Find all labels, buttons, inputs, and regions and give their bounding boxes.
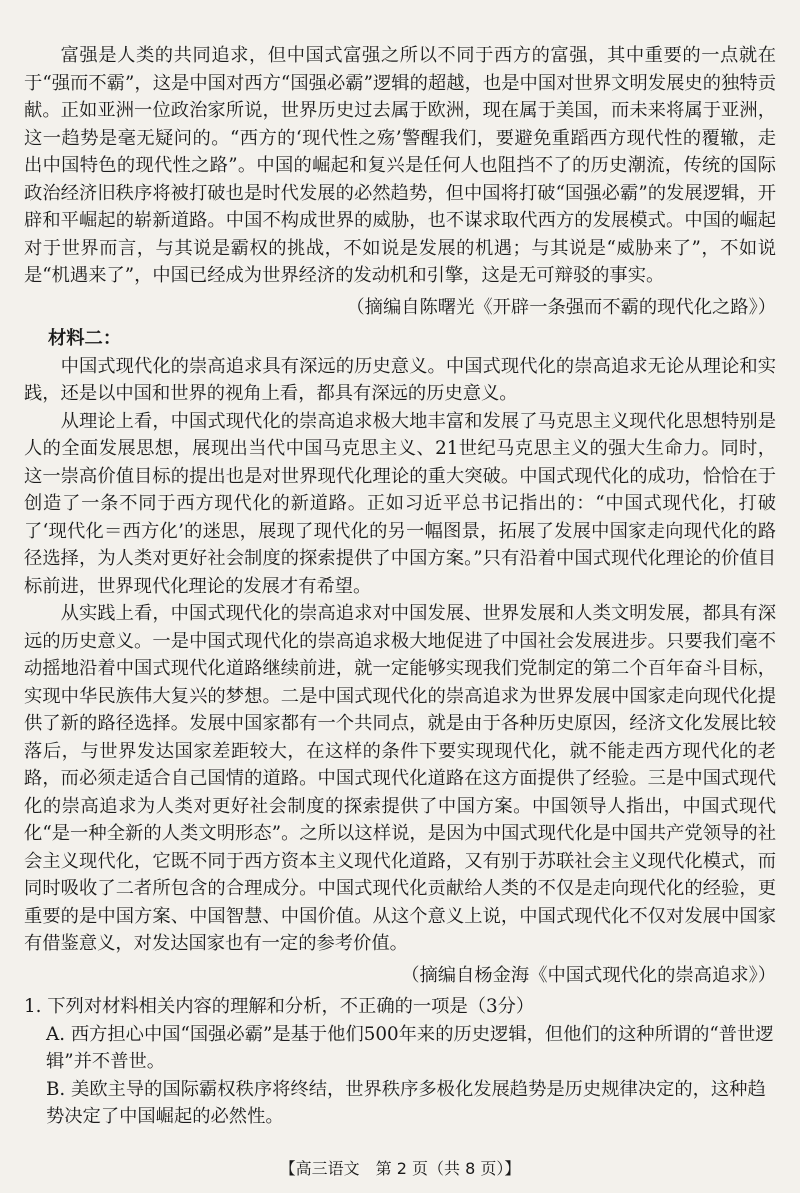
page-footer: 【高三语文 第 2 页（共 8 页）】 xyxy=(279,1159,521,1178)
material2-paragraph-1: 中国式现代化的崇高追求具有深远的历史意义。中国式现代化的崇高追求无论从理论和实践，还是以中国和世界的视角上看，都具有深远的历史意义。 xyxy=(24,355,776,404)
material2-paragraph-2: 从理论上看，中国式现代化的崇高追求极大地丰富和发展了马克思主义现代化思想特别是人的全面发展思想，展现出当代中国马克思主义、21世纪马克思主义的强大生命力。同时，这一崇高价值目标的提出也是对世界现代化理论的重大突破。中国式现代化的成功，恰恰在于创造了一条不同于西方现代化的新道路。正如习近平总书记指出的：“中国式现代化，打破了‘现代化＝西方化’的迷思，展现了现代化的另一幅图景，拓展了发展中国家走向现代化的路径选择，为人类对更好社会制度的探索提供了中国方案。”只有沿着中国式现代化理论的价值目标前进，世界现代化理论的发展才有希望。 xyxy=(24,410,776,597)
material2-heading: 材料二： xyxy=(48,328,122,349)
material2-source: （摘编自杨金海《中国式现代化的崇高追求》） xyxy=(401,964,776,986)
material2-paragraph-3: 从实践上看，中国式现代化的崇高追求对中国发展、世界发展和人类文明发展，都具有深远的历史意义。一是中国式现代化的崇高追求极大地促进了中国社会发展进步。只要我们毫不动摇地沿着中国式现代化道路继续前进，就一定能够实现我们党制定的第二个百年奋斗目标，实现中华民族伟大复兴的梦想。二是中国式现代化的崇高追求为世界发展中国家走向现代化提供了新的路径选择。发展中国家都有一个共同点，就是由于各种历史原因，经济文化发展比较落后，与世界发达国家差距较大，在这样的条件下要实现现代化，就不能走西方现代化的老路，而必须走适合自己国情的道路。中国式现代化道路在这方面提供了经验。三是中国式现代化的崇高追求为人类对更好社会制度的探索提供了中国方案。中国领导人指出，中国式现代化“是一种全新的人类文明形态”。之所以这样说，是因为中国式现代化是中国共产党领导的社会主义现代化，它既不同于西方资本主义现代化道路，又有别于苏联社会主义现代化模式，而同时吸收了二者所包含的合理成分。中国式现代化贡献给人类的不仅是走向现代化的经验，更重要的是中国方案、中国智慧、中国价值。从这个意义上说，中国式现代化不仅对发展中国家有借鉴意义，对发达国家也有一定的参考价值。 xyxy=(24,603,776,954)
question-1-option-a: A. 西方担心中国“国强必霸”是基于他们500年来的历史逻辑，但他们的这种所谓的“普世逻辑”并不普世。 xyxy=(46,1023,774,1072)
question-1-stem: 1. 下列对材料相关内容的理解和分析，不正确的一项是（3分） xyxy=(24,996,535,1017)
passage1-paragraph: 富强是人类的共同追求，但中国式富强之所以不同于西方的富强，其中重要的一点就在于“强而不霸”，这是中国对西方“国强必霸”逻辑的超越，也是中国对世界文明发展史的独特贡献。正如亚洲一位政治家所说，世界历史过去属于欧洲，现在属于美国，而未来将属于亚洲，这一趋势是毫无疑问的。“西方的‘现代性之殇’警醒我们，要避免重蹈西方现代性的覆辙，走出中国特色的现代性之路”。中国的崛起和复兴是任何人也阻挡不了的历史潮流，传统的国际政治经济旧秩序将被打破也是时代发展的必然趋势，但中国将打破“国强必霸”的发展逻辑，开辟和平崛起的崭新道路。中国不构成世界的威胁，也不谋求取代西方的发展模式。中国的崛起对于世界而言，与其说是霸权的挑战，不如说是发展的机遇；与其说是“威胁来了”，不如说是“机遇来了”，中国已经成为世界经济的发动机和引擎，这是无可辩驳的事实。 xyxy=(24,45,776,286)
passage1-source: （摘编自陈曙光《开辟一条强而不霸的现代化之路》） xyxy=(346,296,776,318)
question-1-option-b: B. 美欧主导的国际霸权秩序将终结，世界秩序多极化发展趋势是历史规律决定的，这种趋势决定了中国崛起的必然性。 xyxy=(46,1078,766,1127)
